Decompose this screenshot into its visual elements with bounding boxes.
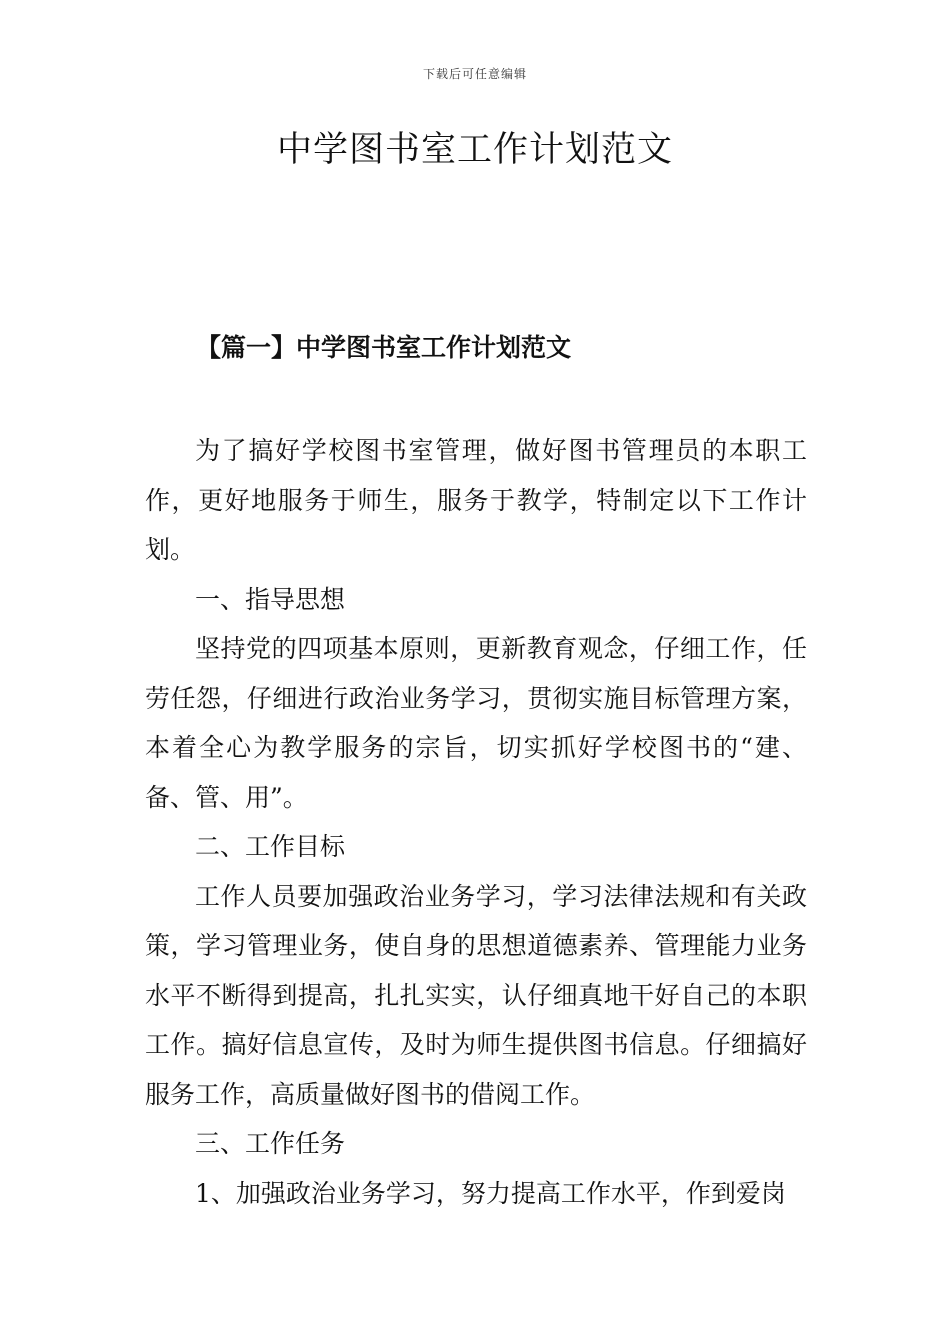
heading-work-tasks: 三、工作任务	[195, 1129, 346, 1158]
section-heading: 【篇一】中学图书室工作计划范文	[196, 333, 572, 362]
guiding-thought-paragraph: 坚持党的四项基本原则，更新教育观念，仔细工作，任劳任怨，仔细进行政治业务学习，贯彻实施目标管理方案，本着全心为教学服务的宗旨，切实抓好学校图书的“建、备、管、用”。	[145, 634, 807, 812]
document-body	[145, 426, 807, 1218]
task-item-1: 1、加强政治业务学习，努力提高工作水平，作到爱岗	[195, 1178, 786, 1208]
intro-paragraph: 为了搞好学校图书室管理，做好图书管理员的本职工作，更好地服务于师生，服务于教学，特制定以下工作计划。	[145, 436, 807, 564]
heading-guiding-thought: 一、指导思想	[195, 584, 346, 614]
header-note: 下载后可任意编辑	[422, 67, 527, 81]
heading-work-goals: 二、工作目标	[195, 832, 346, 861]
work-goals-paragraph: 工作人员要加强政治业务学习，学习法律法规和有关政策，学习管理业务，使自身的思想道德素养、管理能力业务水平不断得到提高，扎扎实实，认仔细真地干好自己的本职工作。搞好信息宣传，及时为师生提供图书信息。仔细搞好服务工作，高质量做好图书的借阅工作。	[145, 881, 807, 1109]
document-title: 中学图书室工作计划范文	[276, 130, 673, 170]
